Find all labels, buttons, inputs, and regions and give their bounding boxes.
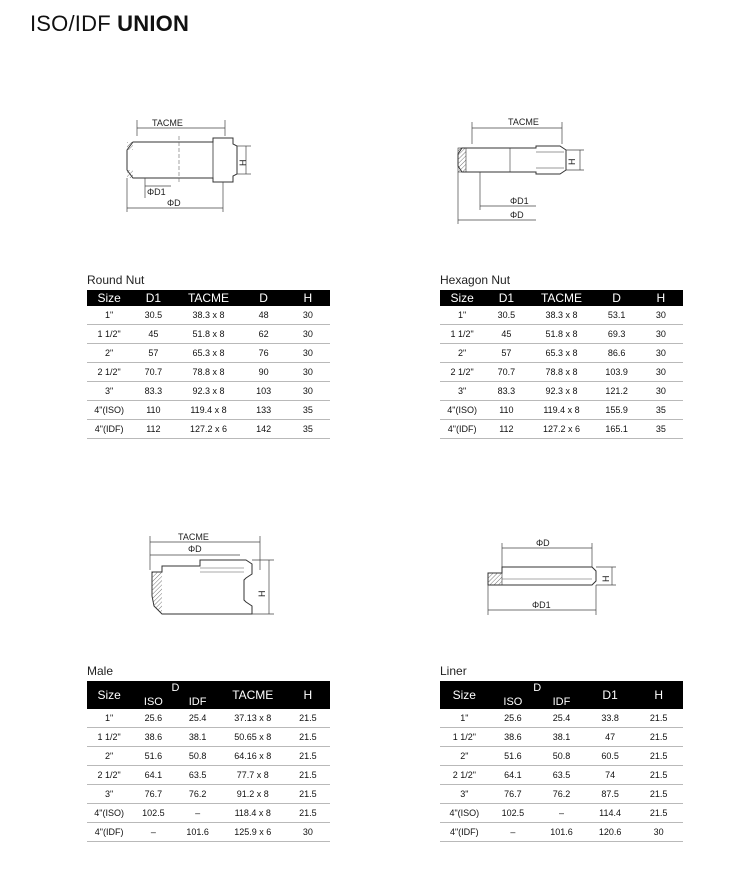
cell-size: 2" [87, 747, 131, 766]
cell-d1: 70.7 [131, 363, 175, 382]
liner-hatch [488, 573, 502, 585]
d1-label: ΦD1 [147, 187, 166, 197]
ferrule-hatch [152, 572, 162, 614]
table-row [440, 804, 683, 823]
cell-iso: – [131, 823, 175, 842]
title-bold: UNION [117, 11, 190, 36]
d1-label: ΦD1 [510, 196, 529, 206]
cell-size: 2" [440, 747, 489, 766]
header-h: H [634, 681, 683, 709]
male-header-row-1 [87, 681, 330, 695]
cell-h: 21.5 [286, 728, 330, 747]
liner-drawing [480, 535, 625, 620]
nut-body [127, 138, 237, 182]
cell-idf: 63.5 [176, 766, 220, 785]
cell-d: 142 [242, 420, 286, 439]
cell-h: 21.5 [634, 728, 683, 747]
cell-idf: 63.5 [537, 766, 586, 785]
cell-tacme: 38.3 x 8 [529, 306, 595, 325]
d1-label: ΦD1 [532, 600, 551, 610]
cell-tacme: 127.2 x 6 [529, 420, 595, 439]
cell-h: 30 [634, 823, 683, 842]
cell-size: 4"(IDF) [87, 823, 131, 842]
thread-hatch-bottom [127, 170, 133, 178]
cell-d: 103.9 [595, 363, 639, 382]
round-nut-title: Round Nut [87, 273, 145, 287]
header-size: Size [87, 681, 131, 709]
cell-idf: 50.8 [176, 747, 220, 766]
cell-size: 3" [87, 382, 131, 401]
cell-tacme: 127.2 x 6 [176, 420, 242, 439]
table-row [440, 344, 683, 363]
tacme-label: TACME [508, 117, 539, 127]
cell-d1: 70.7 [484, 363, 528, 382]
cell-d1: 110 [484, 401, 528, 420]
cell-h: 21.5 [634, 747, 683, 766]
cell-tacme: 65.3 x 8 [176, 344, 242, 363]
cell-size: 2 1/2" [440, 766, 489, 785]
cell-h: 30 [639, 363, 683, 382]
cell-tacme: 118.4 x 8 [220, 804, 286, 823]
cell-tacme: 51.8 x 8 [176, 325, 242, 344]
cell-size: 1 1/2" [87, 325, 131, 344]
cell-d1: 74 [586, 766, 635, 785]
cell-idf: 101.6 [537, 823, 586, 842]
cell-idf: 76.2 [176, 785, 220, 804]
liner-table [440, 681, 683, 842]
cell-h: 30 [286, 363, 330, 382]
d-label: ΦD [188, 544, 202, 554]
header-iso: ISO [489, 695, 538, 709]
cell-size: 4"(ISO) [87, 401, 131, 420]
table-row [87, 306, 330, 325]
cell-d1: 83.3 [484, 382, 528, 401]
cell-h: 21.5 [634, 804, 683, 823]
cell-size: 2 1/2" [87, 363, 131, 382]
cell-size: 2" [440, 344, 484, 363]
table-row [440, 401, 683, 420]
cell-idf: 38.1 [176, 728, 220, 747]
header-h: H [639, 290, 683, 306]
nut-body [458, 146, 566, 174]
page-title [30, 11, 189, 37]
cell-size: 2" [87, 344, 131, 363]
cell-iso: 102.5 [131, 804, 175, 823]
male-drawing [140, 530, 280, 625]
header-size: Size [87, 290, 131, 306]
cell-d1: 120.6 [586, 823, 635, 842]
cell-h: 21.5 [286, 785, 330, 804]
hexagon-nut-header-row [440, 290, 683, 306]
cell-idf: 38.1 [537, 728, 586, 747]
liner-header-row-1 [440, 681, 683, 695]
header-d: D [595, 290, 639, 306]
h-label: H [567, 158, 577, 165]
hexagon-nut-drawing [450, 112, 600, 232]
cell-tacme: 92.3 x 8 [529, 382, 595, 401]
cell-size: 1" [440, 306, 484, 325]
table-row [87, 728, 330, 747]
cell-size: 4"(IDF) [440, 823, 489, 842]
table-row [440, 363, 683, 382]
cell-d: 76 [242, 344, 286, 363]
cell-d1: 60.5 [586, 747, 635, 766]
cell-d: 62 [242, 325, 286, 344]
cell-h: 35 [286, 401, 330, 420]
cell-d1: 57 [131, 344, 175, 363]
cell-iso: 76.7 [489, 785, 538, 804]
cell-d: 90 [242, 363, 286, 382]
header-idf: IDF [176, 695, 220, 709]
cell-size: 1 1/2" [440, 728, 489, 747]
cell-iso: 38.6 [489, 728, 538, 747]
table-row [440, 785, 683, 804]
title-light: ISO/IDF [30, 11, 111, 36]
table-row [440, 306, 683, 325]
cell-d1: 30.5 [131, 306, 175, 325]
cell-d1: 45 [131, 325, 175, 344]
cell-h: 30 [286, 306, 330, 325]
cell-d: 103 [242, 382, 286, 401]
table-row [440, 325, 683, 344]
cell-size: 3" [87, 785, 131, 804]
cell-tacme: 77.7 x 8 [220, 766, 286, 785]
cell-size: 4"(IDF) [440, 420, 484, 439]
header-tacme: TACME [220, 681, 286, 709]
cell-h: 21.5 [634, 785, 683, 804]
table-row [440, 382, 683, 401]
cell-tacme: 38.3 x 8 [176, 306, 242, 325]
cell-h: 21.5 [286, 709, 330, 728]
tacme-label: TACME [152, 118, 183, 128]
cell-h: 21.5 [286, 766, 330, 785]
cell-d1: 112 [131, 420, 175, 439]
h-label: H [601, 575, 611, 582]
table-row [440, 747, 683, 766]
cell-tacme: 37.13 x 8 [220, 709, 286, 728]
cell-iso: – [489, 823, 538, 842]
cell-size: 1" [440, 709, 489, 728]
header-h: H [286, 681, 330, 709]
hexagon-nut-title: Hexagon Nut [440, 273, 511, 287]
d-label: ΦD [536, 538, 550, 548]
cell-d: 165.1 [595, 420, 639, 439]
header-tacme: TACME [176, 290, 242, 306]
cell-h: 30 [286, 382, 330, 401]
cell-idf: 25.4 [537, 709, 586, 728]
liner-title: Liner [440, 664, 467, 678]
tacme-label: TACME [178, 532, 209, 542]
cell-h: 21.5 [634, 766, 683, 785]
cell-tacme: 119.4 x 8 [176, 401, 242, 420]
cell-h: 30 [639, 344, 683, 363]
table-row [440, 420, 683, 439]
table-row [87, 344, 330, 363]
header-size: Size [440, 681, 489, 709]
cell-d: 48 [242, 306, 286, 325]
cell-idf: 50.8 [537, 747, 586, 766]
cell-tacme: 119.4 x 8 [529, 401, 595, 420]
cell-d: 69.3 [595, 325, 639, 344]
cell-size: 1 1/2" [87, 728, 131, 747]
hexagon-nut-table [440, 290, 683, 439]
header-d-group: D [489, 681, 586, 695]
cell-iso: 102.5 [489, 804, 538, 823]
header-d1: D1 [484, 290, 528, 306]
cell-d1: 30.5 [484, 306, 528, 325]
cell-tacme: 78.8 x 8 [529, 363, 595, 382]
d-label: ΦD [510, 210, 524, 220]
cell-size: 3" [440, 382, 484, 401]
cell-iso: 64.1 [131, 766, 175, 785]
cell-iso: 38.6 [131, 728, 175, 747]
table-row [87, 804, 330, 823]
male-title: Male [87, 664, 114, 678]
table-row [87, 823, 330, 842]
cell-tacme: 125.9 x 6 [220, 823, 286, 842]
cell-h: 21.5 [286, 804, 330, 823]
cell-tacme: 91.2 x 8 [220, 785, 286, 804]
round-nut-drawing [115, 112, 265, 217]
cell-size: 1" [87, 709, 131, 728]
table-row [87, 363, 330, 382]
header-d1: D1 [586, 681, 635, 709]
hexagon-nut-section [440, 273, 683, 439]
male-section [87, 664, 330, 842]
cell-idf: – [176, 804, 220, 823]
table-row [440, 709, 683, 728]
cell-iso: 51.6 [489, 747, 538, 766]
cell-d1: 83.3 [131, 382, 175, 401]
cell-tacme: 65.3 x 8 [529, 344, 595, 363]
cell-tacme: 51.8 x 8 [529, 325, 595, 344]
cell-h: 30 [639, 306, 683, 325]
cell-idf: 25.4 [176, 709, 220, 728]
cell-d1: 87.5 [586, 785, 635, 804]
male-table [87, 681, 330, 842]
round-nut-header-row [87, 290, 330, 306]
cell-size: 4"(IDF) [87, 420, 131, 439]
header-tacme: TACME [529, 290, 595, 306]
cell-h: 30 [286, 344, 330, 363]
cell-iso: 51.6 [131, 747, 175, 766]
cell-d: 86.6 [595, 344, 639, 363]
cell-tacme: 50.65 x 8 [220, 728, 286, 747]
cell-tacme: 92.3 x 8 [176, 382, 242, 401]
cell-size: 2 1/2" [87, 766, 131, 785]
cell-iso: 76.7 [131, 785, 175, 804]
cell-tacme: 78.8 x 8 [176, 363, 242, 382]
cell-h: 35 [286, 420, 330, 439]
header-size: Size [440, 290, 484, 306]
round-nut-table [87, 290, 330, 439]
cell-h: 30 [639, 325, 683, 344]
cell-iso: 25.6 [131, 709, 175, 728]
cell-d: 53.1 [595, 306, 639, 325]
table-row [440, 766, 683, 785]
cell-h: 35 [639, 401, 683, 420]
h-label: H [238, 159, 248, 166]
thread-hatch [458, 148, 466, 172]
header-d1: D1 [131, 290, 175, 306]
table-row [87, 766, 330, 785]
cell-d1: 110 [131, 401, 175, 420]
table-row [87, 747, 330, 766]
table-row [87, 785, 330, 804]
header-d-group: D [131, 681, 220, 695]
cell-size: 1" [87, 306, 131, 325]
cell-d1: 47 [586, 728, 635, 747]
round-nut-section [87, 273, 330, 439]
cell-d1: 45 [484, 325, 528, 344]
cell-size: 4"(ISO) [440, 401, 484, 420]
table-row [87, 420, 330, 439]
cell-d1: 33.8 [586, 709, 635, 728]
cell-d1: 114.4 [586, 804, 635, 823]
cell-size: 2 1/2" [440, 363, 484, 382]
cell-h: 21.5 [634, 709, 683, 728]
cell-h: 30 [639, 382, 683, 401]
table-row [440, 823, 683, 842]
cell-h: 21.5 [286, 747, 330, 766]
d-label: ΦD [167, 198, 181, 208]
header-idf: IDF [537, 695, 586, 709]
table-row [87, 401, 330, 420]
cell-size: 3" [440, 785, 489, 804]
table-row [87, 325, 330, 344]
cell-d1: 57 [484, 344, 528, 363]
table-row [87, 709, 330, 728]
liner-section [440, 664, 683, 842]
liner-body [488, 567, 596, 585]
cell-size: 1 1/2" [440, 325, 484, 344]
cell-d1: 112 [484, 420, 528, 439]
header-d: D [242, 290, 286, 306]
cell-iso: 64.1 [489, 766, 538, 785]
cell-h: 30 [286, 823, 330, 842]
cell-h: 35 [639, 420, 683, 439]
h-label: H [257, 590, 267, 597]
cell-d: 155.9 [595, 401, 639, 420]
cell-size: 4"(ISO) [440, 804, 489, 823]
cell-idf: – [537, 804, 586, 823]
cell-size: 4"(ISO) [87, 804, 131, 823]
cell-h: 30 [286, 325, 330, 344]
table-row [87, 382, 330, 401]
cell-idf: 101.6 [176, 823, 220, 842]
table-row [440, 728, 683, 747]
cell-idf: 76.2 [537, 785, 586, 804]
cell-d: 133 [242, 401, 286, 420]
cell-iso: 25.6 [489, 709, 538, 728]
header-h: H [286, 290, 330, 306]
thread-hatch-top [127, 142, 133, 150]
cell-tacme: 64.16 x 8 [220, 747, 286, 766]
header-iso: ISO [131, 695, 175, 709]
cell-d: 121.2 [595, 382, 639, 401]
